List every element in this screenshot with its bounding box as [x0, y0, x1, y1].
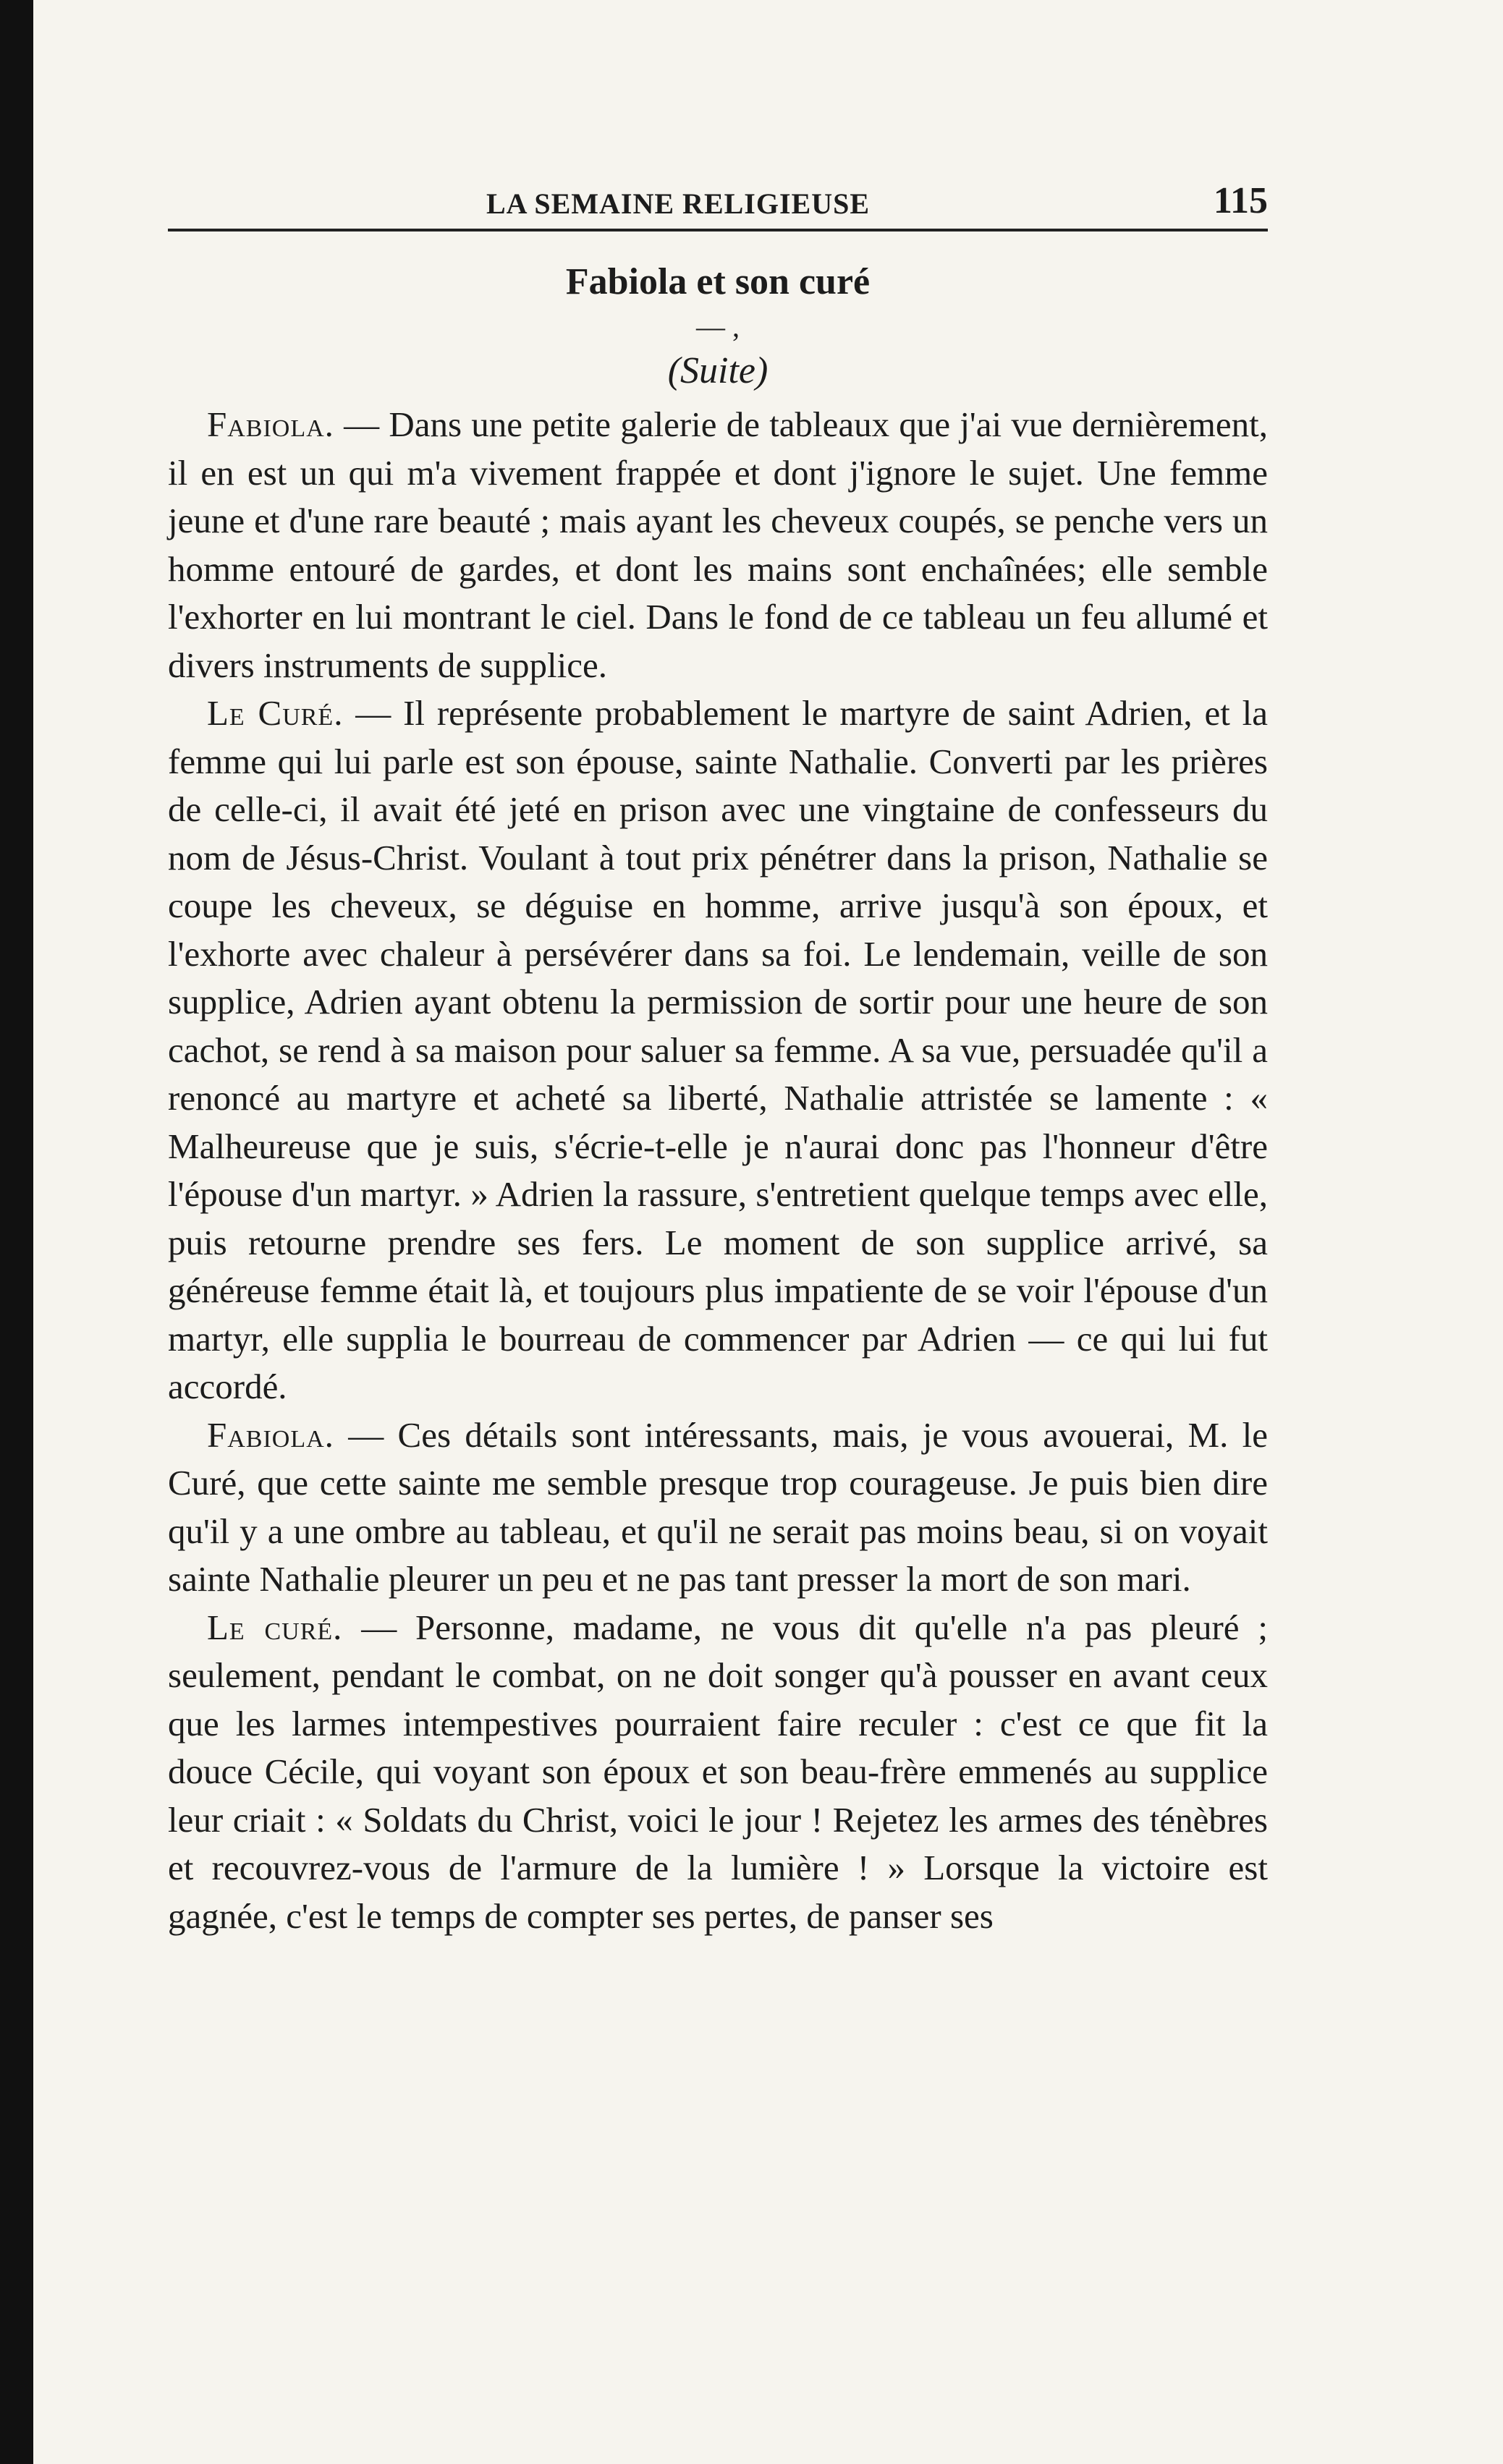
speaker-name: Le Curé.	[207, 693, 344, 733]
running-header	[168, 174, 1268, 224]
paragraph-text: — Dans une petite galerie de tableaux que j'ai vue dernièrement, il en est un qui m'a vivement frappée et dont j'ignore le sujet. Une femme jeune et d'une rare beauté ; mais ayant les cheveux coupés, se penche vers un homme entouré de gardes, et dont les mains sont enchaînées; elle semble l'exhorter en lui montrant le ciel. Dans le fond de ce tableau un feu allumé et divers instruments de supplice.	[168, 404, 1268, 685]
dialogue-paragraph	[168, 401, 1268, 689]
dialogue-paragraph	[168, 1604, 1268, 1941]
paragraph-text: — Il représente probablement le martyre de saint Adrien, et la femme qui lui parle est son épouse, sainte Nathalie. Converti par les prières de celle-ci, il avait été jeté en prison avec une vingtaine de confesseurs du nom de Jésus-Christ. Voulant à tout prix pénétrer dans la prison, Nathalie se coupe les cheveux, se déguise en homme, arrive jusqu'à son époux, et l'exhorte avec chaleur à persévérer dans sa foi. Le lendemain, veille de son supplice, Adrien ayant obtenu la permission de sortir pour une heure de son cachot, se rend à sa maison pour saluer sa femme. A sa vue, persuadée qu'il a renoncé au martyre et acheté sa liberté, Nathalie attristée se lamente : « Malheureuse que je suis, s'écrie-t-elle je n'aurai donc pas l'honneur d'être l'épouse d'un martyr. » Adrien la rassure, s'entretient quelque temps avec elle, puis retourne prendre ses fers. Le moment de son supplice arrivé, sa généreuse femme était là, et toujours plus impatiente de se voir l'épouse d'un martyr, elle supplia le bourreau de commencer par Adrien — ce qui lui fut accordé.	[168, 693, 1269, 1406]
header-rule	[168, 229, 1268, 231]
speaker-name: Le curé.	[207, 1607, 343, 1647]
speaker-name: Fabiola.	[207, 404, 334, 444]
article-title: Fabiola et son curé	[565, 261, 871, 302]
running-title: LA SEMAINE RELIGIEUSE	[486, 187, 871, 220]
book-page	[168, 174, 1268, 1940]
binding-edge	[0, 0, 33, 2464]
paragraph-text: — Ces détails sont intéressants, mais, je vous avouerai, M. le Curé, que cette sainte me semble presque trop courageuse. Je puis bien dire qu'il y a une ombre au tableau, et qu'il ne serait pas moins beau, si on voyait sainte Nathalie pleurer un peu et ne pas tant presser la mort de son mari.	[168, 1414, 1268, 1599]
article-body	[168, 401, 1268, 1940]
dialogue-paragraph	[168, 1411, 1268, 1604]
title-ornament: — ,	[696, 310, 740, 343]
article-subtitle: (Suite)	[667, 350, 769, 391]
paragraph-text: — Personne, madame, ne vous dit qu'elle n'a pas pleuré ; seulement, pendant le combat, on ne doit songer qu'à pousser en avant ceux que les larmes intempestives pourraient faire reculer : c'est ce que fit la douce Cécile, qui voyant son époux et son beau-frère emmenés au supplice leur criait : « Soldats du Christ, voici le jour ! Rejetez les armes des ténèbres et recouvrez-vous de l'armure de la lumière ! » Lorsque la victoire est gagnée, c'est le temps de compter ses pertes, de panser ses	[168, 1607, 1268, 1936]
page-number: 115	[1213, 180, 1268, 221]
speaker-name: Fabiola.	[207, 1414, 334, 1455]
dialogue-paragraph	[168, 689, 1268, 1411]
